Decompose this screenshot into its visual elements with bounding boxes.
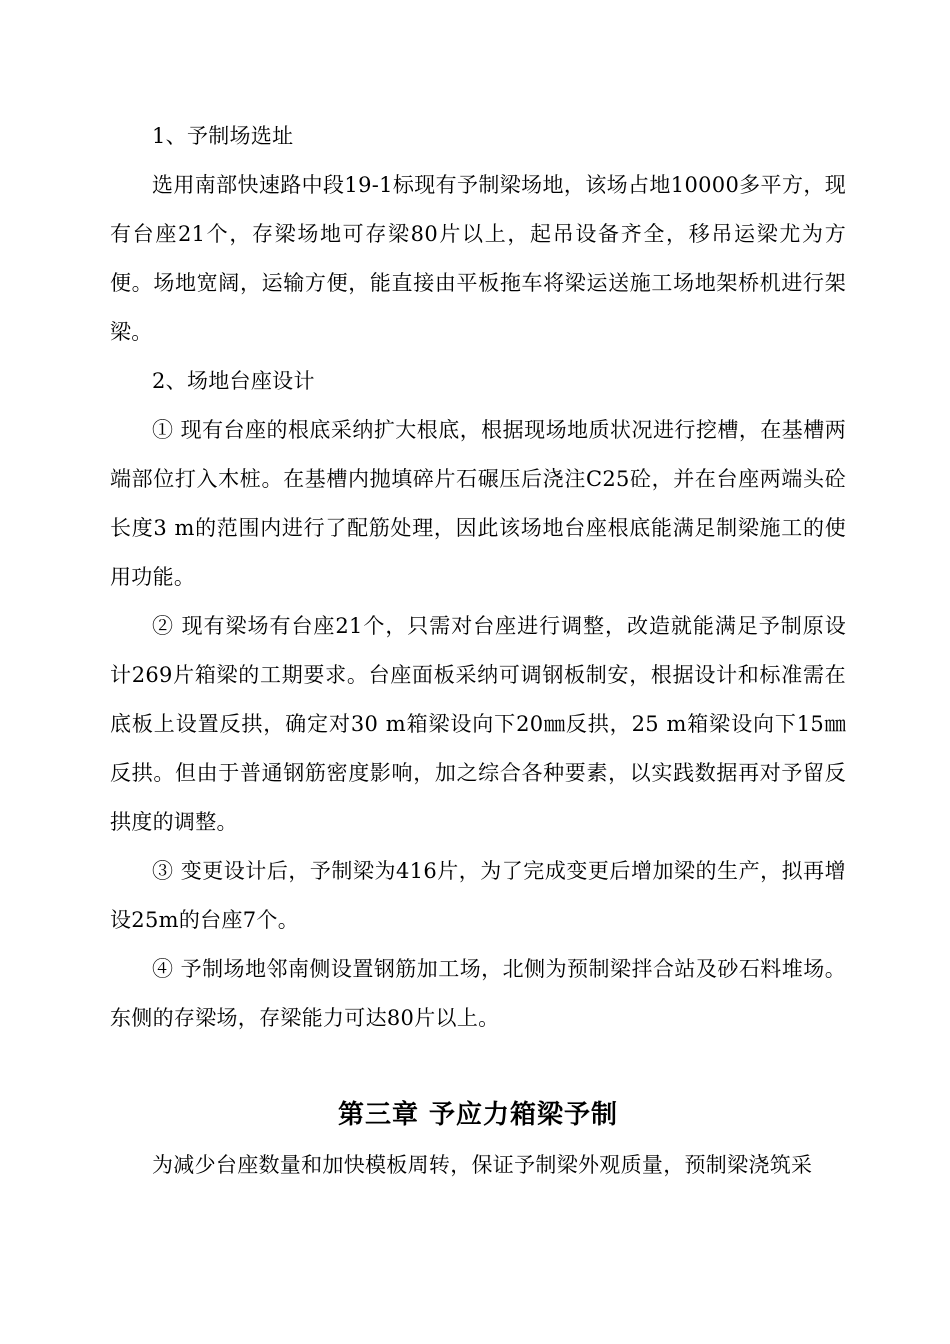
section-heading-pedestal-design: 2、场地台座设计 — [152, 369, 315, 393]
paragraph-item-3: ③ 变更设计后，予制梁为416片，为了完成变更后增加梁的生产，拟再增设25m的台座7个。 — [110, 859, 846, 932]
chapter-intro-paragraph: 为减少台座数量和加快模板周转，保证予制梁外观质量，预制梁浇筑采 — [152, 1153, 813, 1177]
section-heading-site-selection: 1、予制场选址 — [152, 124, 294, 148]
paragraph-item-4: ④ 予制场地邻南侧设置钢筋加工场，北侧为预制梁拌合站及砂石料堆场。东侧的存梁场，存梁能力可达80片以上。 — [110, 957, 846, 1030]
chapter-title: 第三章 予应力箱梁予制 — [337, 1100, 619, 1130]
paragraph-site-description: 选用南部快速路中段19-1标现有予制梁场地，该场占地10000多平方，现有台座21个，存梁场地可存梁80片以上，起吊设备齐全，移吊运梁尤为方便。场地宽阔，运输方便，能直接由平板拖车将梁运送施工场地架桥机进行架梁。 — [110, 173, 846, 344]
paragraph-item-1: ① 现有台座的根底采纳扩大根底，根据现场地质状况进行挖槽，在基槽两端部位打入木桩。在基槽内抛填碎片石碾压后浇注C25砼，并在台座两端头砼长度3 m的范围内进行了配筋处理，因此该场地台座根底能满足制梁施工的使用功能。 — [110, 418, 846, 589]
document-body — [110, 112, 846, 1190]
paragraph-item-2: ② 现有梁场有台座21个，只需对台座进行调整，改造就能满足予制原设计269片箱梁的工期要求。台座面板采纳可调钢板制安，根据设计和标准需在底板上设置反拱，确定对30 m箱梁设向下20㎜反拱，25 m箱梁设向下15㎜反拱。但由于普通钢筋密度影响，加之综合各种要素，以实践数据再对予留反拱度的调整。 — [110, 614, 846, 834]
